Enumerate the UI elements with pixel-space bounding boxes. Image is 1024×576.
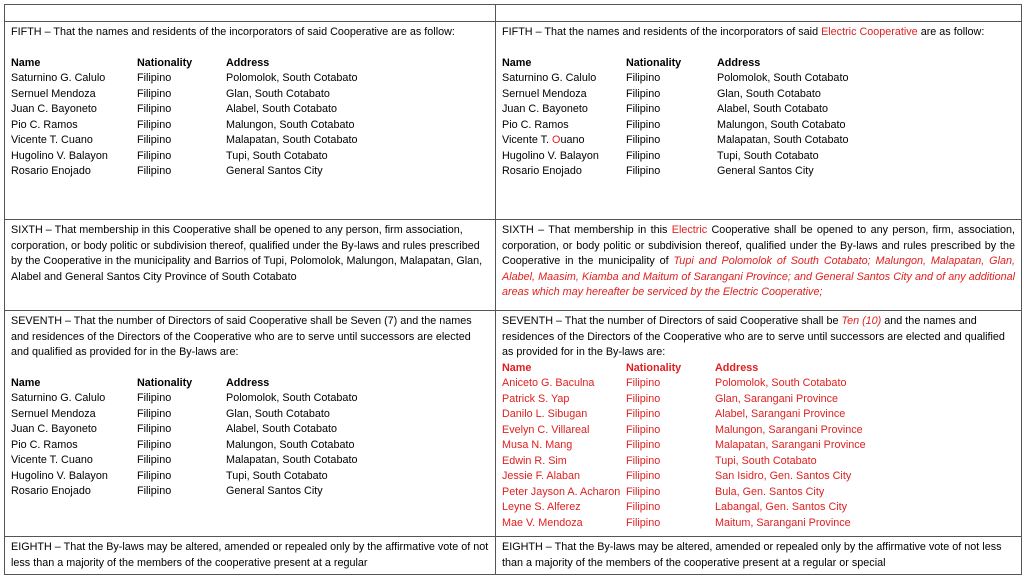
list-item: Rosario Enojado Filipino General Santos City: [11, 165, 323, 177]
amended-text: Electric Cooperative: [821, 26, 918, 38]
list-item: Vicente T. Ouano Filipino Malapatan, South Cotabato: [502, 134, 849, 146]
left-fifth-cell: [5, 22, 496, 220]
list-item: Peter Jayson A. Acharon Filipino Bula, Gen. Santos City: [502, 485, 825, 498]
list-item: Patrick S. Yap Filipino Glan, Sarangani Province: [502, 392, 839, 405]
list-item: Hugolino V. Balayon Filipino Tupi, South Cotabato: [11, 149, 328, 162]
list-item: Leyne S. Alferez Filipino Labangal, Gen. Santos City: [502, 501, 848, 513]
list-item: Saturnino G. Calulo Filipino Polomolok, South Cotabato: [11, 72, 358, 84]
right-directors-list: [502, 361, 1015, 532]
right-eighth-cell: [496, 537, 1022, 575]
left-sixth-cell: [5, 220, 496, 311]
list-item: Danilo L. Sibugan Filipino Alabel, Sarangani Province: [502, 408, 846, 420]
list-header: [11, 56, 489, 72]
list-item: Musa N. Mang Filipino Malapatan, Sarangani Province: [502, 439, 866, 451]
list-item: Vicente T. Cuano Filipino Malapatan, South Cotabato: [11, 454, 358, 466]
name-header: Name: [502, 361, 532, 374]
address-header: Address: [715, 361, 759, 374]
list-item: Mae V. Mendoza Filipino Maitum, Sarangani Province: [502, 516, 851, 529]
amended-letter: O: [552, 134, 561, 146]
address-header: Address: [717, 56, 761, 69]
right-sixth-cell: [496, 220, 1022, 311]
eighth-row: [5, 537, 1022, 575]
list-item: Saturnino G. Calulo Filipino Polomolok, South Cotabato: [11, 392, 358, 404]
list-item: Pio C. Ramos Filipino Malungon, South Cotabato: [11, 438, 355, 451]
right-fifth-cell: [496, 22, 1022, 220]
left-sixth-text: SIXTH – That membership in this Cooperative shall be opened to any person, firm association, corporation, or body politic or subdivision thereof, qualified under the By-laws and rules prescribed by the Cooperative in the municipality and Barrios of Tupi, Polomolok, Malungon, Malapatan, Glan, Alabel and General Santos City Province of South Cotabato: [11, 224, 483, 283]
seventh-row: [5, 311, 1022, 537]
left-fifth-text: FIFTH – That the names and residents of the incorporators of said Cooperative are as follow:: [11, 26, 455, 38]
empty-cell-right: [496, 5, 1022, 22]
amended-text: Ten (10): [841, 315, 882, 327]
list-item: Juan C. Bayoneto Filipino Alabel, South Cotabato: [11, 103, 338, 115]
nationality-header: Nationality: [626, 56, 682, 69]
nationality-header: Nationality: [626, 361, 682, 374]
name-header: Name: [502, 56, 532, 69]
list-item: Juan C. Bayoneto Filipino Alabel, South Cotabato: [11, 423, 338, 435]
list-item: Evelyn C. Villareal Filipino Malungon, Sarangani Province: [502, 423, 863, 436]
nationality-header: Nationality: [137, 56, 193, 69]
right-eighth-text: EIGHTH – That the By-laws may be altered, amended or repealed only by the affirmative vote of not less than a majority of the members of the cooperative present at a regular or special: [502, 541, 1002, 569]
address-header: Address: [226, 56, 270, 69]
left-directors-list: [11, 376, 489, 500]
list-item: Juan C. Bayoneto Filipino Alabel, South Cotabato: [502, 103, 829, 115]
list-item: Hugolino V. Balayon Filipino Tupi, South Cotabato: [502, 149, 819, 162]
list-item: Sernuel Mendoza Filipino Glan, South Cotabato: [11, 87, 330, 100]
amended-areas-text: Tupi and Polomolok of South Cotabato; Malungon, Malapatan, Glan, Alabel, Maasim, Kiamba and Maitum of Sarangani Province; and General Santos City and of any additional areas which may hereafter be serviced by the Electric Cooperative;: [502, 255, 1015, 298]
right-incorporators-list: [502, 56, 1015, 180]
list-header: [11, 376, 489, 392]
list-item: Hugolino V. Balayon Filipino Tupi, South Cotabato: [11, 469, 328, 482]
left-eighth-text: EIGHTH – That the By-laws may be altered, amended or repealed only by the affirmative vote of not less than a majority of the members of the cooperative present at a regular: [11, 541, 489, 569]
name-header: Name: [11, 56, 41, 69]
nationality-header: Nationality: [137, 376, 193, 389]
list-item: Edwin R. Sim Filipino Tupi, South Cotabato: [502, 454, 817, 467]
list-item: Rosario Enojado Filipino General Santos City: [11, 485, 323, 497]
list-item: Sernuel Mendoza Filipino Glan, South Cotabato: [502, 87, 821, 100]
list-header: [502, 56, 1015, 72]
list-item: Jessie F. Alaban Filipino San Isidro, Gen. Santos City: [502, 470, 852, 482]
list-item: Aniceto G. Baculna Filipino Polomolok, South Cotabato: [502, 377, 847, 389]
list-item: Pio C. Ramos Filipino Malungon, South Cotabato: [502, 118, 846, 131]
empty-header-row: [5, 5, 1022, 22]
left-seventh-cell: [5, 311, 496, 537]
right-fifth-text: FIFTH – That the names and residents of the incorporators of said Electric Cooperative are as follow:: [502, 26, 985, 38]
comparison-table: [4, 4, 1022, 575]
left-incorporators-list: [11, 56, 489, 180]
empty-cell-left: [5, 5, 496, 22]
name-header: Name: [11, 376, 41, 389]
list-item: Vicente T. Cuano Filipino Malapatan, South Cotabato: [11, 134, 358, 146]
right-seventh-cell: [496, 311, 1022, 537]
list-item: Saturnino G. Calulo Filipino Polomolok, South Cotabato: [502, 72, 849, 84]
fifth-row: [5, 22, 1022, 220]
address-header: Address: [226, 376, 270, 389]
list-header: [502, 361, 1015, 377]
left-seventh-text: SEVENTH – That the number of Directors of said Cooperative shall be Seven (7) and the names and residences of the Directors of the Cooperative who are to serve until successors are elected and qualified as provided for in the By-laws are:: [11, 315, 472, 358]
amended-text: Electric: [671, 224, 708, 236]
sixth-row: [5, 220, 1022, 311]
right-sixth-text: SIXTH – That membership in this Electric Cooperative shall be opened to any person, firm, association, corporation, or body politic or subdivision thereof, qualified under the By-laws and rules prescribed by the Cooperative in the municipality of Tupi and Polomolok of South Cotabato; Malungon, Malapatan, Glan, Alabel, Maasim, Kiamba and Maitum of Sarangani Province; and General Santos City and of any additional areas which may hereafter be serviced by the Electric Cooperative;: [502, 224, 1015, 298]
left-eighth-cell: [5, 537, 496, 575]
right-seventh-text: SEVENTH – That the number of Directors of said Cooperative shall be Ten (10) and the names and residences of the Directors of the Cooperative who are to serve until successors are elected and qualified as provided for in the By-laws are:: [502, 315, 1005, 358]
list-item: Rosario Enojado Filipino General Santos City: [502, 165, 814, 177]
list-item: Sernuel Mendoza Filipino Glan, South Cotabato: [11, 407, 330, 420]
list-item: Pio C. Ramos Filipino Malungon, South Cotabato: [11, 118, 355, 131]
